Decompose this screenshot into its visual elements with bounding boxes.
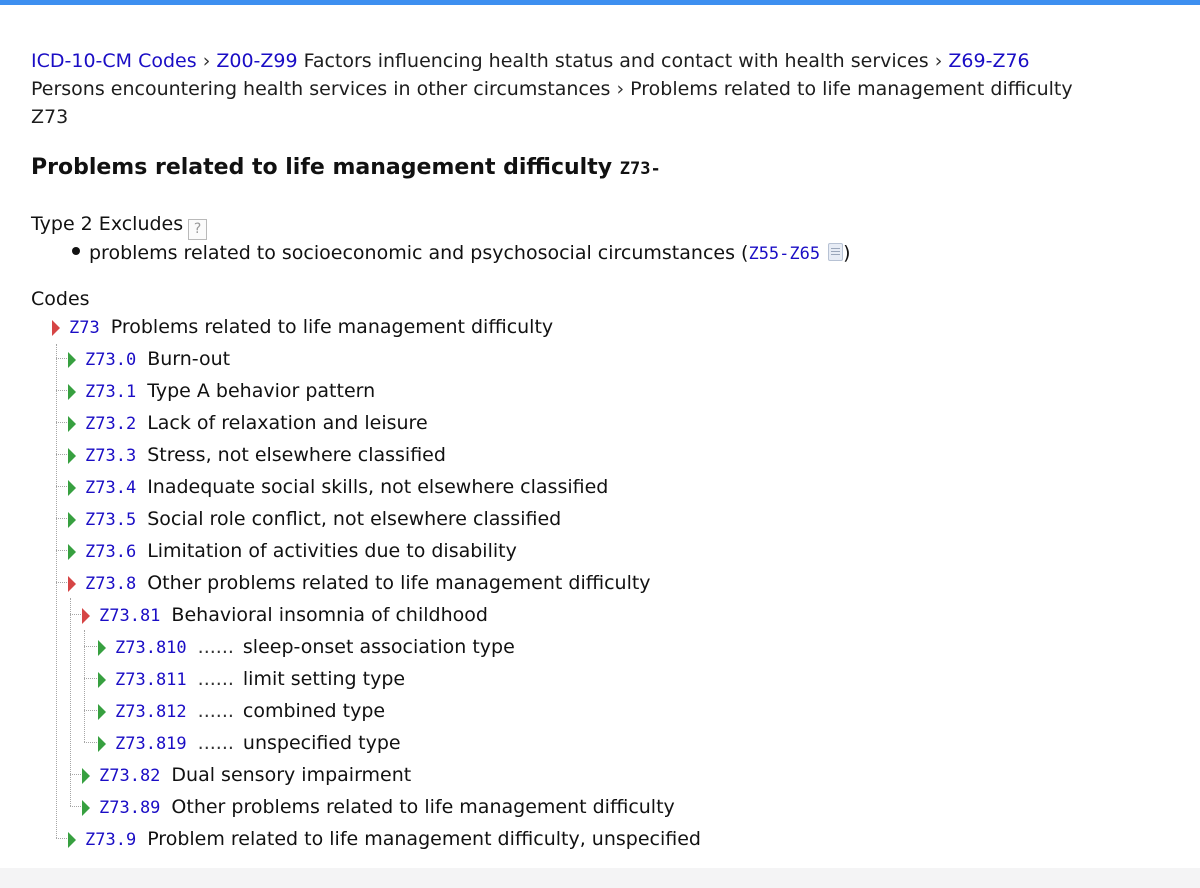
tree-connector-line bbox=[84, 678, 97, 679]
code-description: Dual sensory impairment bbox=[171, 764, 412, 786]
tree-row bbox=[98, 698, 385, 724]
tree-connector-line bbox=[70, 614, 81, 615]
code-link[interactable]: Z73.2 bbox=[85, 414, 137, 434]
excludes-item bbox=[72, 240, 851, 267]
tree-row bbox=[68, 826, 701, 852]
code-description: Behavioral insomnia of childhood bbox=[171, 604, 488, 626]
code-description: Stress, not elsewhere classified bbox=[147, 444, 446, 466]
breadcrumb-chapter-title: Factors influencing health status and contact with health services bbox=[303, 50, 929, 72]
code-description: Other problems related to life management difficulty bbox=[171, 796, 675, 818]
indent-dots: ...... bbox=[197, 732, 234, 754]
tree-row bbox=[82, 602, 488, 628]
leaf-marker-icon[interactable] bbox=[68, 352, 76, 368]
tree-row bbox=[68, 410, 428, 436]
tree-row bbox=[68, 346, 230, 372]
tree-row bbox=[68, 442, 446, 468]
tree-connector-line bbox=[84, 710, 97, 711]
type2-excludes-label bbox=[31, 211, 207, 240]
tree-connector-line bbox=[56, 344, 57, 838]
top-accent-bar bbox=[0, 0, 1200, 5]
breadcrumb-separator: › bbox=[934, 50, 943, 72]
indent-dots: ...... bbox=[197, 636, 234, 658]
tree-row bbox=[52, 314, 553, 340]
leaf-marker-icon[interactable] bbox=[98, 704, 106, 720]
codes-section-label: Codes bbox=[31, 288, 90, 310]
code-description: Problem related to life management difficulty, unspecified bbox=[147, 828, 701, 850]
code-description: Limitation of activities due to disability bbox=[147, 540, 517, 562]
footer-band bbox=[0, 868, 1200, 888]
leaf-marker-icon[interactable] bbox=[68, 512, 76, 528]
code-link[interactable]: Z73.82 bbox=[99, 766, 161, 786]
excludes-code-link[interactable]: Z55-Z65 bbox=[748, 244, 821, 264]
code-link[interactable]: Z73.6 bbox=[85, 542, 137, 562]
code-description: Other problems related to life management difficulty bbox=[147, 572, 651, 594]
tree-row bbox=[68, 506, 561, 532]
code-link[interactable]: Z73.811 bbox=[115, 670, 187, 690]
tree-row bbox=[82, 762, 411, 788]
help-icon[interactable]: ? bbox=[188, 219, 207, 240]
leaf-marker-icon[interactable] bbox=[98, 640, 106, 656]
tree-row bbox=[98, 730, 401, 756]
leaf-marker-icon[interactable] bbox=[68, 416, 76, 432]
indent-dots: ...... bbox=[197, 700, 234, 722]
code-description: Inadequate social skills, not elsewhere classified bbox=[147, 476, 609, 498]
tree-connector-line bbox=[56, 486, 67, 487]
type2-excludes-text: Type 2 Excludes bbox=[31, 213, 184, 235]
tree-connector-line bbox=[56, 358, 67, 359]
excludes-item-text: problems related to socioeconomic and psychosocial circumstances bbox=[89, 242, 735, 264]
tree-row bbox=[98, 634, 515, 660]
leaf-marker-icon[interactable] bbox=[68, 448, 76, 464]
tree-connector-line bbox=[56, 550, 67, 551]
breadcrumb-separator: › bbox=[202, 50, 211, 72]
leaf-marker-icon[interactable] bbox=[68, 480, 76, 496]
code-description: Social role conflict, not elsewhere classified bbox=[147, 508, 562, 530]
tree-row bbox=[68, 570, 651, 596]
leaf-marker-icon[interactable] bbox=[82, 768, 90, 784]
code-description: Problems related to life management difficulty bbox=[110, 316, 554, 338]
breadcrumb bbox=[31, 47, 1151, 131]
leaf-marker-icon[interactable] bbox=[98, 672, 106, 688]
code-link[interactable]: Z73.1 bbox=[85, 382, 137, 402]
tree-connector-line bbox=[56, 454, 67, 455]
page-title bbox=[31, 152, 661, 185]
code-link[interactable]: Z73.5 bbox=[85, 510, 137, 530]
tree-connector-line bbox=[56, 422, 67, 423]
leaf-marker-icon[interactable] bbox=[82, 800, 90, 816]
code-link[interactable]: Z73.4 bbox=[85, 478, 137, 498]
tree-connector-line bbox=[56, 838, 67, 839]
leaf-marker-icon[interactable] bbox=[68, 544, 76, 560]
leaf-marker-icon[interactable] bbox=[98, 736, 106, 752]
code-description: Burn-out bbox=[147, 348, 231, 370]
breadcrumb-current-code: Z73 bbox=[31, 106, 69, 128]
page-title-text: Problems related to life management difficulty bbox=[31, 155, 613, 180]
tree-connector-line bbox=[70, 806, 81, 807]
breadcrumb-root-link[interactable]: ICD-10-CM Codes bbox=[31, 50, 197, 72]
tree-connector-line bbox=[84, 742, 97, 743]
notes-icon[interactable] bbox=[828, 243, 843, 261]
tree-connector-line bbox=[56, 390, 67, 391]
code-description: sleep-onset association type bbox=[242, 636, 515, 658]
code-description: unspecified type bbox=[242, 732, 401, 754]
code-link[interactable]: Z73.819 bbox=[115, 734, 187, 754]
tree-row bbox=[82, 794, 675, 820]
tree-connector-line bbox=[56, 582, 67, 583]
page-title-code: Z73- bbox=[619, 159, 661, 179]
code-link[interactable]: Z73.812 bbox=[115, 702, 187, 722]
breadcrumb-separator: › bbox=[616, 78, 625, 100]
excludes-paren-open: ( bbox=[741, 242, 749, 264]
bullet-icon bbox=[72, 247, 80, 255]
code-link[interactable]: Z73.0 bbox=[85, 350, 137, 370]
code-description: combined type bbox=[242, 700, 386, 722]
expanded-marker-icon[interactable] bbox=[52, 320, 60, 336]
tree-connector-line bbox=[70, 774, 81, 775]
tree-row bbox=[68, 538, 517, 564]
indent-dots: ...... bbox=[197, 668, 234, 690]
code-link[interactable]: Z73.810 bbox=[115, 638, 187, 658]
code-description: Type A behavior pattern bbox=[147, 380, 376, 402]
code-link[interactable]: Z73.8 bbox=[85, 574, 137, 594]
code-link[interactable]: Z73.89 bbox=[99, 798, 161, 818]
code-link[interactable]: Z73.9 bbox=[85, 830, 137, 850]
tree-connector-line bbox=[84, 646, 97, 647]
tree-row bbox=[68, 378, 375, 404]
tree-connector-line bbox=[56, 518, 67, 519]
tree-row bbox=[98, 666, 405, 692]
leaf-marker-icon[interactable] bbox=[68, 384, 76, 400]
tree-row bbox=[68, 474, 608, 500]
code-description: Lack of relaxation and leisure bbox=[147, 412, 428, 434]
breadcrumb-block-title: Persons encountering health services in other circumstances bbox=[31, 78, 611, 100]
expanded-marker-icon[interactable] bbox=[82, 608, 90, 624]
leaf-marker-icon[interactable] bbox=[68, 832, 76, 848]
expanded-marker-icon[interactable] bbox=[68, 576, 76, 592]
breadcrumb-chapter-link[interactable]: Z00-Z99 bbox=[216, 50, 298, 72]
breadcrumb-block-link[interactable]: Z69-Z76 bbox=[948, 50, 1030, 72]
code-link[interactable]: Z73.81 bbox=[99, 606, 161, 626]
excludes-paren-close: ) bbox=[843, 242, 851, 264]
code-link[interactable]: Z73.3 bbox=[85, 446, 137, 466]
code-link[interactable]: Z73 bbox=[69, 318, 100, 338]
breadcrumb-current-title: Problems related to life management difficulty bbox=[630, 78, 1073, 100]
code-description: limit setting type bbox=[242, 668, 406, 690]
